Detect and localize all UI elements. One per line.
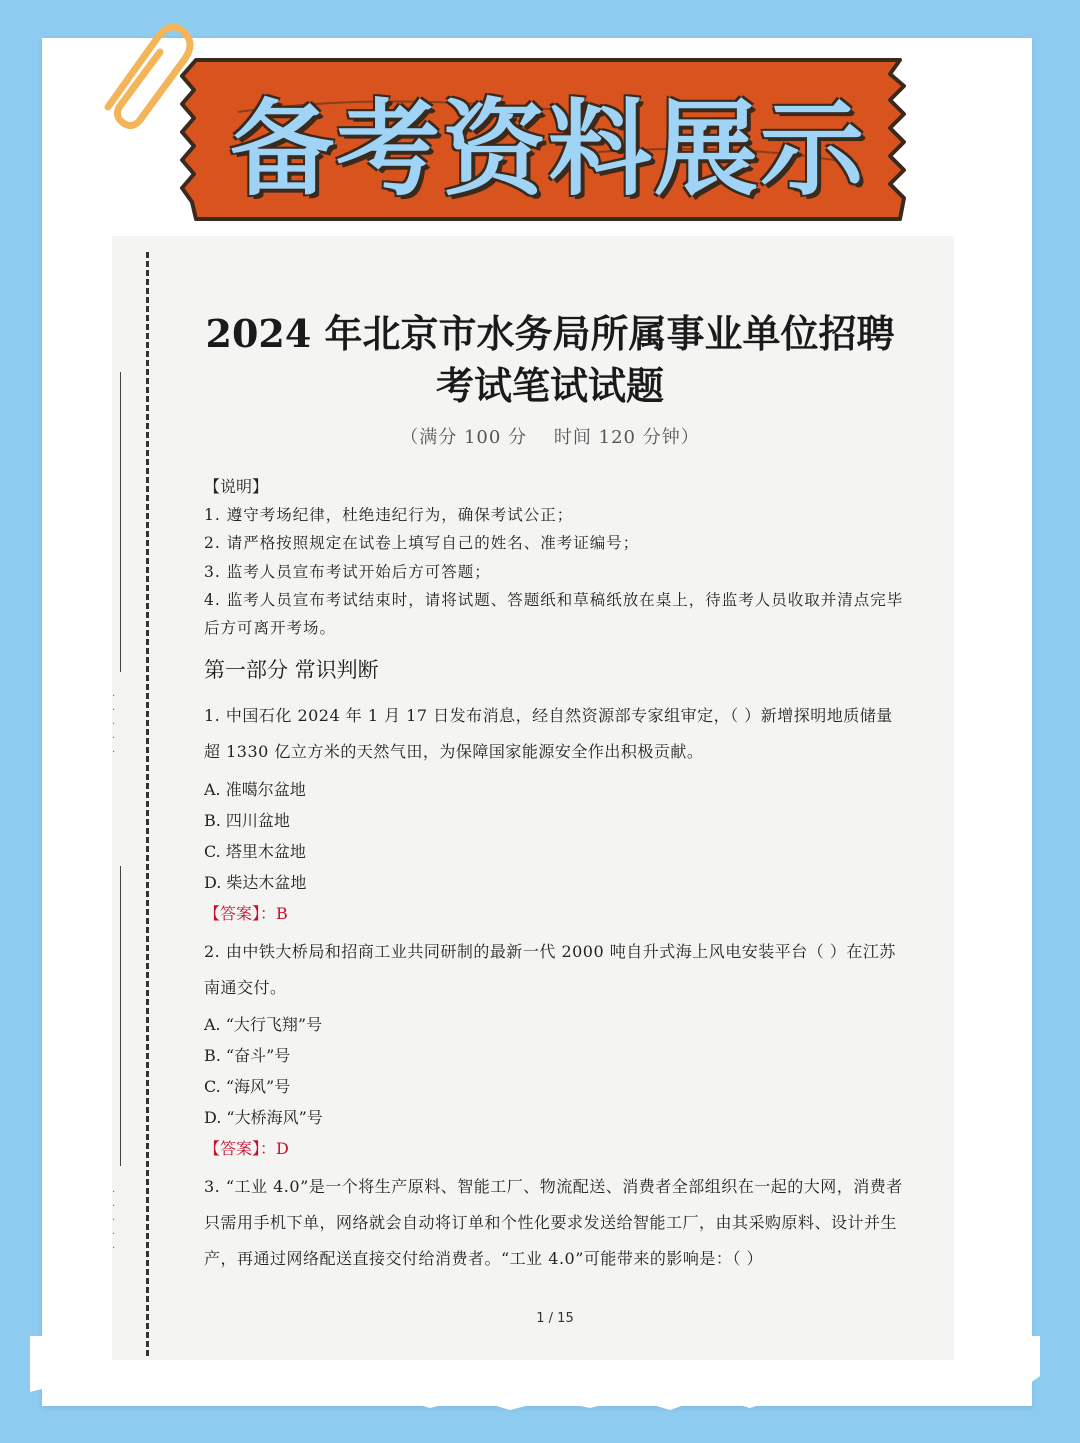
answer-line <box>204 901 288 924</box>
option-a: A. 准噶尔盆地 <box>204 780 306 799</box>
answer-value: B <box>276 904 288 923</box>
document-subtitle: （满分 100 分 时间 120 分钟） <box>400 427 700 448</box>
note-item: 1. 遵守考场纪律，杜绝违纪行为，确保考试公正； <box>204 506 574 524</box>
option-b: B. “奋斗”号 <box>204 1046 291 1065</box>
option-c: C. 塔里木盆地 <box>204 842 306 861</box>
page-indicator: 1 / 15 <box>536 1311 574 1326</box>
question-text: 1. 中国石化 2024 年 1 月 17 日发布消息，经自然资源部专家组审定，（ ）新增探明地质储量超 1330 亿立方米的天然气田，为保障国家能源安全作出积极贡献。 <box>204 706 893 761</box>
margin-line <box>120 866 121 1166</box>
banner-title: 备考资料展示 <box>229 88 866 210</box>
notes-heading: 【说明】 <box>204 477 269 496</box>
option-d: D. “大桥海风”号 <box>204 1108 323 1127</box>
question-text: 3. “工业 4.0”是一个将生产原料、智能工厂、物流配送、消费者全部组织在一起的大网，消费者只需用手机下单，网络就会自动将订单和个性化要求发送给智能工厂，由其采购原料、设计并生产，再通过网络配送直接交付给消费者。“工业 4.0”可能带来的影响是：（ ） <box>204 1177 903 1268</box>
option-d: D. 柴达木盆地 <box>204 873 307 892</box>
note-item: 2. 请严格按照规定在试卷上填写自己的姓名、准考证编号； <box>204 534 640 552</box>
document-title-line: 2024 年北京市水务局所属事业单位招聘 <box>205 311 895 356</box>
question-text: 2. 由中铁大桥局和招商工业共同研制的最新一代 2000 吨自升式海上风电安装平台（ ）在江苏南通交付。 <box>204 942 896 997</box>
section-title: 第一部分 常识判断 <box>204 658 379 682</box>
binding-dashed-line <box>146 252 149 1356</box>
option-c: C. “海风”号 <box>204 1077 291 1096</box>
document-title-line: 考试笔试试题 <box>435 363 664 408</box>
margin-mark: · · · · · <box>112 1187 116 1254</box>
note-item: 3. 监考人员宣布考试开始后方可答题； <box>204 563 491 581</box>
option-b: B. 四川盆地 <box>204 811 290 830</box>
answer-label: 【答案】： <box>204 1139 277 1158</box>
answer-value: D <box>276 1139 289 1158</box>
margin-line <box>120 372 121 672</box>
margin-mark: · · · · · <box>112 691 116 758</box>
answer-label: 【答案】： <box>204 904 277 923</box>
option-a: A. “大行飞翔”号 <box>204 1015 323 1034</box>
answer-line <box>204 1136 289 1159</box>
document-title <box>200 308 900 412</box>
note-item: 4. 监考人员宣布考试结束时，请将试题、答题纸和草稿纸放在桌上，待监考人员收取并清点完毕后方可离开考场。 <box>204 591 904 637</box>
